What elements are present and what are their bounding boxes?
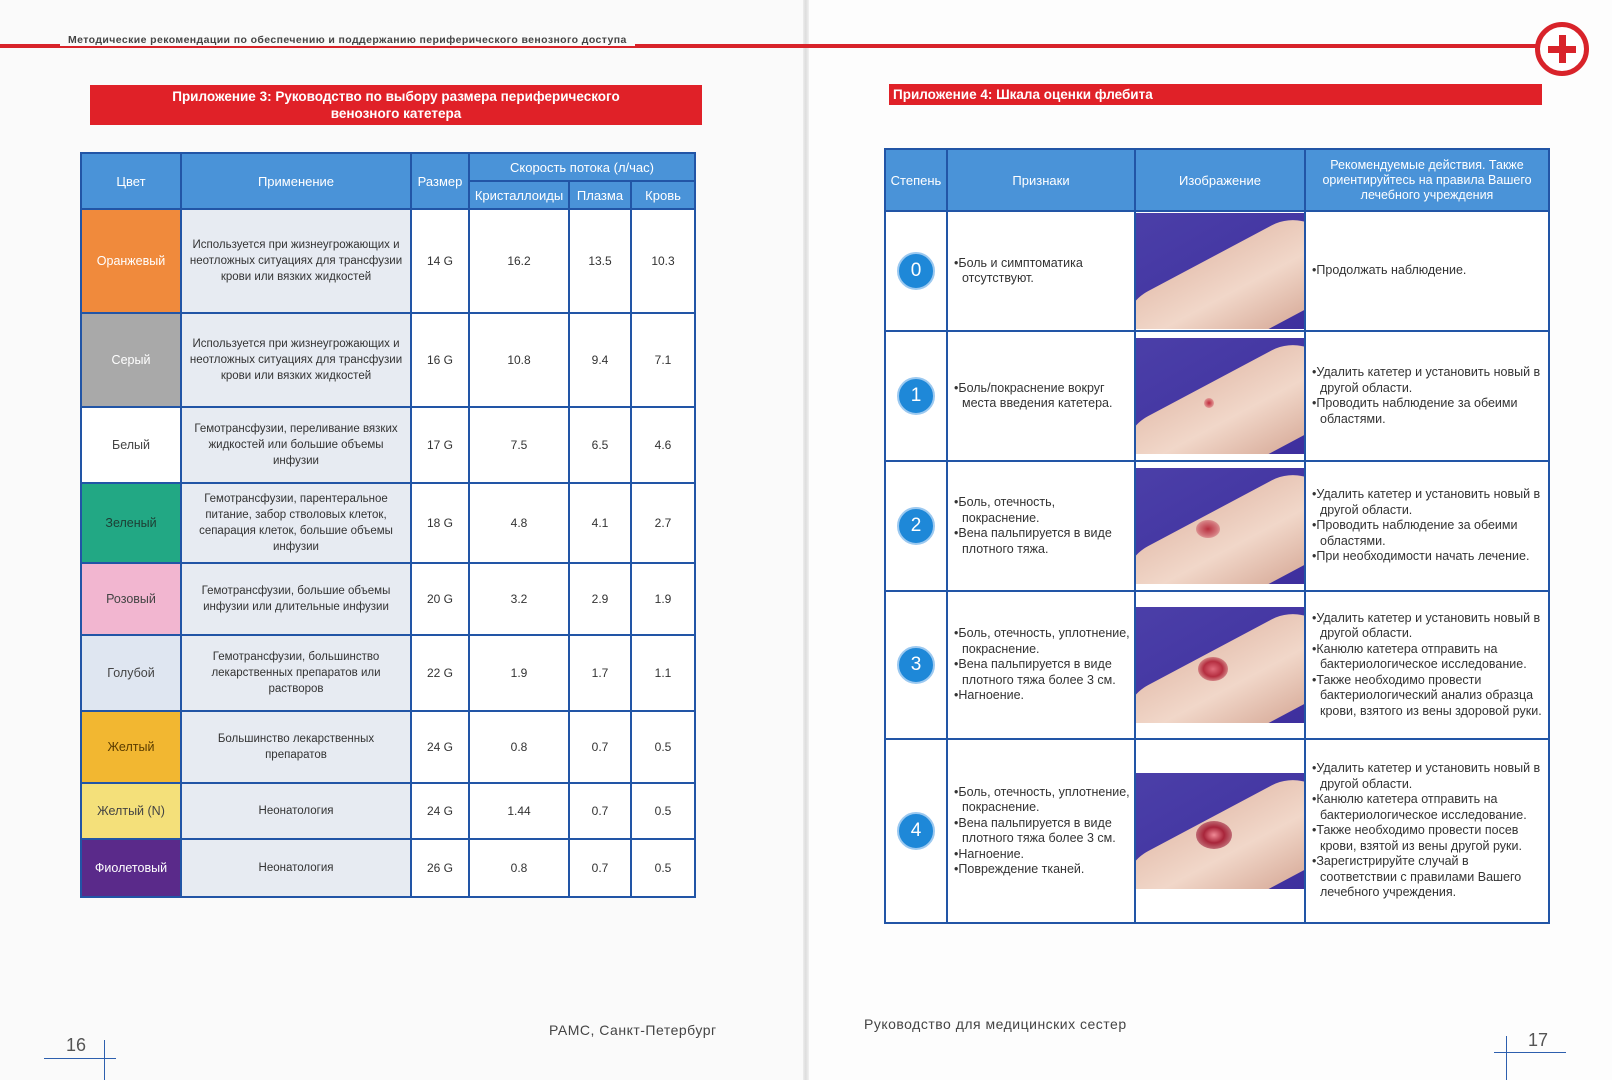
actions-cell bbox=[1305, 211, 1549, 331]
degree-cell bbox=[885, 591, 947, 739]
flow-plasma-cell: 13.5 bbox=[569, 209, 631, 313]
degree-badge: 1 bbox=[897, 377, 935, 415]
catheter-application-cell: Используется при жизнеугрожающих и неотложных ситуациях для трансфузии крови или вязких жидкостей bbox=[181, 313, 411, 407]
col-header-size: Размер bbox=[411, 153, 469, 209]
sign-item: •Боль, отечность, покраснение. bbox=[954, 495, 1056, 525]
inflammation-spot bbox=[1204, 398, 1214, 408]
sign-item: •Вена пальпируется в виде плотного тяжа более 3 см. bbox=[954, 657, 1116, 687]
flow-plasma-cell: 0.7 bbox=[569, 711, 631, 783]
inflammation-spot bbox=[1198, 657, 1228, 681]
catheter-size-cell: 22 G bbox=[411, 635, 469, 711]
col-header-plasma: Плазма bbox=[569, 181, 631, 209]
catheter-application-cell: Гемотрансфузии, переливание вязких жидкостей или большие объемы инфузии bbox=[181, 407, 411, 483]
signs-cell bbox=[947, 591, 1135, 739]
appendix-4-banner: Приложение 4: Шкала оценки флебита bbox=[889, 84, 1542, 105]
catheter-color-cell: Белый bbox=[81, 407, 181, 483]
action-item: •Удалить катетер и установить новый в другой области. bbox=[1312, 610, 1541, 641]
flow-crystalloids-cell: 0.8 bbox=[469, 839, 569, 897]
flow-plasma-cell: 2.9 bbox=[569, 563, 631, 635]
catheter-size-table bbox=[80, 152, 696, 898]
flow-plasma-cell: 0.7 bbox=[569, 839, 631, 897]
catheter-row bbox=[81, 783, 695, 839]
catheter-row bbox=[81, 563, 695, 635]
appendix-3-banner bbox=[90, 85, 702, 125]
flow-crystalloids-cell: 0.8 bbox=[469, 711, 569, 783]
crop-mark-right-h bbox=[1494, 1052, 1566, 1053]
catheter-color-cell: Оранжевый bbox=[81, 209, 181, 313]
flow-blood-cell: 7.1 bbox=[631, 313, 695, 407]
flow-plasma-cell: 6.5 bbox=[569, 407, 631, 483]
degree-badge: 0 bbox=[897, 252, 935, 290]
catheter-row bbox=[81, 483, 695, 563]
sign-item: •Нагноение. bbox=[954, 688, 1025, 703]
action-item: •Продолжать наблюдение. bbox=[1312, 263, 1467, 278]
catheter-row bbox=[81, 209, 695, 313]
phlebitis-row bbox=[885, 591, 1549, 739]
action-item: •При необходимости начать лечение. bbox=[1312, 549, 1530, 564]
catheter-row bbox=[81, 313, 695, 407]
degree-cell bbox=[885, 461, 947, 591]
sign-item: •Нагноение. bbox=[954, 846, 1025, 861]
flow-crystalloids-cell: 3.2 bbox=[469, 563, 569, 635]
sign-item: •Вена пальпируется в виде плотного тяжа. bbox=[954, 526, 1112, 556]
phlebitis-row bbox=[885, 331, 1549, 461]
flow-blood-cell: 4.6 bbox=[631, 407, 695, 483]
catheter-size-cell: 20 G bbox=[411, 563, 469, 635]
catheter-application-cell: Гемотрансфузии, большие объемы инфузии или длительные инфузии bbox=[181, 563, 411, 635]
image-cell bbox=[1135, 739, 1305, 923]
catheter-color-cell: Желтый (N) bbox=[81, 783, 181, 839]
book-gutter bbox=[803, 0, 809, 1080]
flow-crystalloids-cell: 1.9 bbox=[469, 635, 569, 711]
flow-plasma-cell: 1.7 bbox=[569, 635, 631, 711]
right-footer: Руководство для медицинских сестер bbox=[864, 1016, 1127, 1032]
sign-item: •Боль, отечность, уплотнение, покраснение. bbox=[954, 784, 1130, 814]
action-item: •Также необходимо провести бактериологический анализ образца крови, взятого из вены здоровой руки. bbox=[1312, 672, 1542, 718]
col-header-flow: Скорость потока (л/час) bbox=[469, 153, 695, 181]
image-cell bbox=[1135, 211, 1305, 331]
image-cell bbox=[1135, 461, 1305, 591]
col-header-degree: Степень bbox=[885, 149, 947, 211]
catheter-color-cell: Желтый bbox=[81, 711, 181, 783]
catheter-size-cell: 18 G bbox=[411, 483, 469, 563]
phlebitis-scale-table bbox=[884, 148, 1550, 924]
degree-badge: 3 bbox=[897, 646, 935, 684]
col-header-actions: Рекомендуемые действия. Также ориентируйтесь на правила Вашего лечебного учреждения bbox=[1305, 149, 1549, 211]
signs-cell bbox=[947, 461, 1135, 591]
appendix-3-title-line1: Приложение 3: Руководство по выбору размера периферического bbox=[172, 89, 620, 104]
flow-blood-cell: 2.7 bbox=[631, 483, 695, 563]
flow-crystalloids-cell: 10.8 bbox=[469, 313, 569, 407]
catheter-size-cell: 26 G bbox=[411, 839, 469, 897]
page-number-left: 16 bbox=[66, 1035, 87, 1055]
action-item: •Канюлю катетера отправить на бактериологическое исследование. bbox=[1312, 641, 1527, 672]
catheter-row bbox=[81, 635, 695, 711]
catheter-size-cell: 24 G bbox=[411, 711, 469, 783]
degree-badge: 4 bbox=[897, 812, 935, 850]
header-rule-right bbox=[806, 44, 1536, 48]
col-header-blood: Кровь bbox=[631, 181, 695, 209]
catheter-color-cell: Голубой bbox=[81, 635, 181, 711]
flow-blood-cell: 0.5 bbox=[631, 783, 695, 839]
degree-cell bbox=[885, 211, 947, 331]
catheter-size-cell: 24 G bbox=[411, 783, 469, 839]
catheter-row bbox=[81, 711, 695, 783]
flow-blood-cell: 10.3 bbox=[631, 209, 695, 313]
catheter-application-cell: Неонатология bbox=[181, 839, 411, 897]
catheter-application-cell: Гемотрансфузии, большинство лекарственных препаратов или растворов bbox=[181, 635, 411, 711]
appendix-3-title-line2: венозного катетера bbox=[330, 106, 462, 121]
flow-crystalloids-cell: 7.5 bbox=[469, 407, 569, 483]
flow-blood-cell: 1.9 bbox=[631, 563, 695, 635]
catheter-size-cell: 17 G bbox=[411, 407, 469, 483]
arm-photo bbox=[1136, 607, 1304, 723]
catheter-color-cell: Серый bbox=[81, 313, 181, 407]
arm-photo bbox=[1136, 468, 1304, 584]
inflammation-spot bbox=[1196, 821, 1232, 849]
flow-plasma-cell: 9.4 bbox=[569, 313, 631, 407]
image-cell bbox=[1135, 591, 1305, 739]
flow-blood-cell: 0.5 bbox=[631, 839, 695, 897]
flow-blood-cell: 1.1 bbox=[631, 635, 695, 711]
action-item: •Также необходимо провести посев крови, взятой из вены другой руки. bbox=[1312, 823, 1522, 853]
catheter-application-cell: Гемотрансфузии, парентеральное питание, забор стволовых клеток, сепарация клеток, большие объемы инфузии bbox=[181, 483, 411, 563]
action-item: •Проводить наблюдение за обеими областями. bbox=[1312, 396, 1518, 426]
catheter-row bbox=[81, 839, 695, 897]
phlebitis-row bbox=[885, 461, 1549, 591]
catheter-size-cell: 16 G bbox=[411, 313, 469, 407]
medical-cross-logo bbox=[1535, 22, 1589, 76]
action-item: •Удалить катетер и установить новый в другой области. bbox=[1312, 365, 1541, 395]
left-footer: РАМС, Санкт-Петербург bbox=[549, 1022, 717, 1038]
degree-cell bbox=[885, 331, 947, 461]
flow-plasma-cell: 4.1 bbox=[569, 483, 631, 563]
catheter-color-cell: Зеленый bbox=[81, 483, 181, 563]
catheter-color-cell: Фиолетовый bbox=[81, 839, 181, 897]
degree-badge: 2 bbox=[897, 507, 935, 545]
crop-mark-left-h bbox=[44, 1058, 116, 1059]
sign-item: •Боль/покраснение вокруг места введения катетера. bbox=[954, 380, 1113, 410]
col-header-application: Применение bbox=[181, 153, 411, 209]
flow-blood-cell: 0.5 bbox=[631, 711, 695, 783]
sign-item: •Вена пальпируется в виде плотного тяжа более 3 см. bbox=[954, 815, 1116, 845]
actions-cell bbox=[1305, 331, 1549, 461]
flow-crystalloids-cell: 4.8 bbox=[469, 483, 569, 563]
inflammation-spot bbox=[1196, 520, 1220, 538]
page-number-right: 17 bbox=[1528, 1030, 1549, 1050]
action-item: •Канюлю катетера отправить на бактериологическое исследование. bbox=[1312, 792, 1527, 822]
arm-photo bbox=[1136, 773, 1304, 889]
sign-item: •Боль и симптоматика отсутствуют. bbox=[954, 255, 1083, 285]
catheter-application-cell: Неонатология bbox=[181, 783, 411, 839]
flow-crystalloids-cell: 16.2 bbox=[469, 209, 569, 313]
arm-photo bbox=[1136, 213, 1304, 329]
crop-mark-right-v bbox=[1506, 1036, 1507, 1080]
crop-mark-left-v bbox=[104, 1040, 105, 1080]
flow-crystalloids-cell: 1.44 bbox=[469, 783, 569, 839]
running-title: Методические рекомендации по обеспечению и поддержанию периферического венозного доступа bbox=[60, 34, 635, 46]
signs-cell bbox=[947, 739, 1135, 923]
catheter-row bbox=[81, 407, 695, 483]
image-cell bbox=[1135, 331, 1305, 461]
degree-cell bbox=[885, 739, 947, 923]
sign-item: •Повреждение тканей. bbox=[954, 862, 1085, 876]
catheter-color-cell: Розовый bbox=[81, 563, 181, 635]
arm-photo bbox=[1136, 338, 1304, 454]
catheter-size-cell: 14 G bbox=[411, 209, 469, 313]
actions-cell bbox=[1305, 739, 1549, 923]
signs-cell bbox=[947, 211, 1135, 331]
action-item: •Зарегистрируйте случай в соответствии с правилами Вашего лечебного учреждения. bbox=[1312, 854, 1522, 900]
col-header-image: Изображение bbox=[1135, 149, 1305, 211]
action-item: •Удалить катетер и установить новый в другой области. bbox=[1312, 487, 1541, 517]
phlebitis-row bbox=[885, 211, 1549, 331]
sign-item: •Боль, отечность, уплотнение, покраснение. bbox=[954, 626, 1130, 656]
flow-plasma-cell: 0.7 bbox=[569, 783, 631, 839]
catheter-application-cell: Большинство лекарственных препаратов bbox=[181, 711, 411, 783]
col-header-color: Цвет bbox=[81, 153, 181, 209]
action-item: •Удалить катетер и установить новый в другой области. bbox=[1312, 761, 1541, 791]
actions-cell bbox=[1305, 461, 1549, 591]
phlebitis-row bbox=[885, 739, 1549, 923]
col-header-crystalloids: Кристаллоиды bbox=[469, 181, 569, 209]
actions-cell bbox=[1305, 591, 1549, 739]
catheter-application-cell: Используется при жизнеугрожающих и неотложных ситуациях для трансфузии крови или вязких жидкостей bbox=[181, 209, 411, 313]
col-header-signs: Признаки bbox=[947, 149, 1135, 211]
action-item: •Проводить наблюдение за обеими областями. bbox=[1312, 518, 1518, 548]
signs-cell bbox=[947, 331, 1135, 461]
